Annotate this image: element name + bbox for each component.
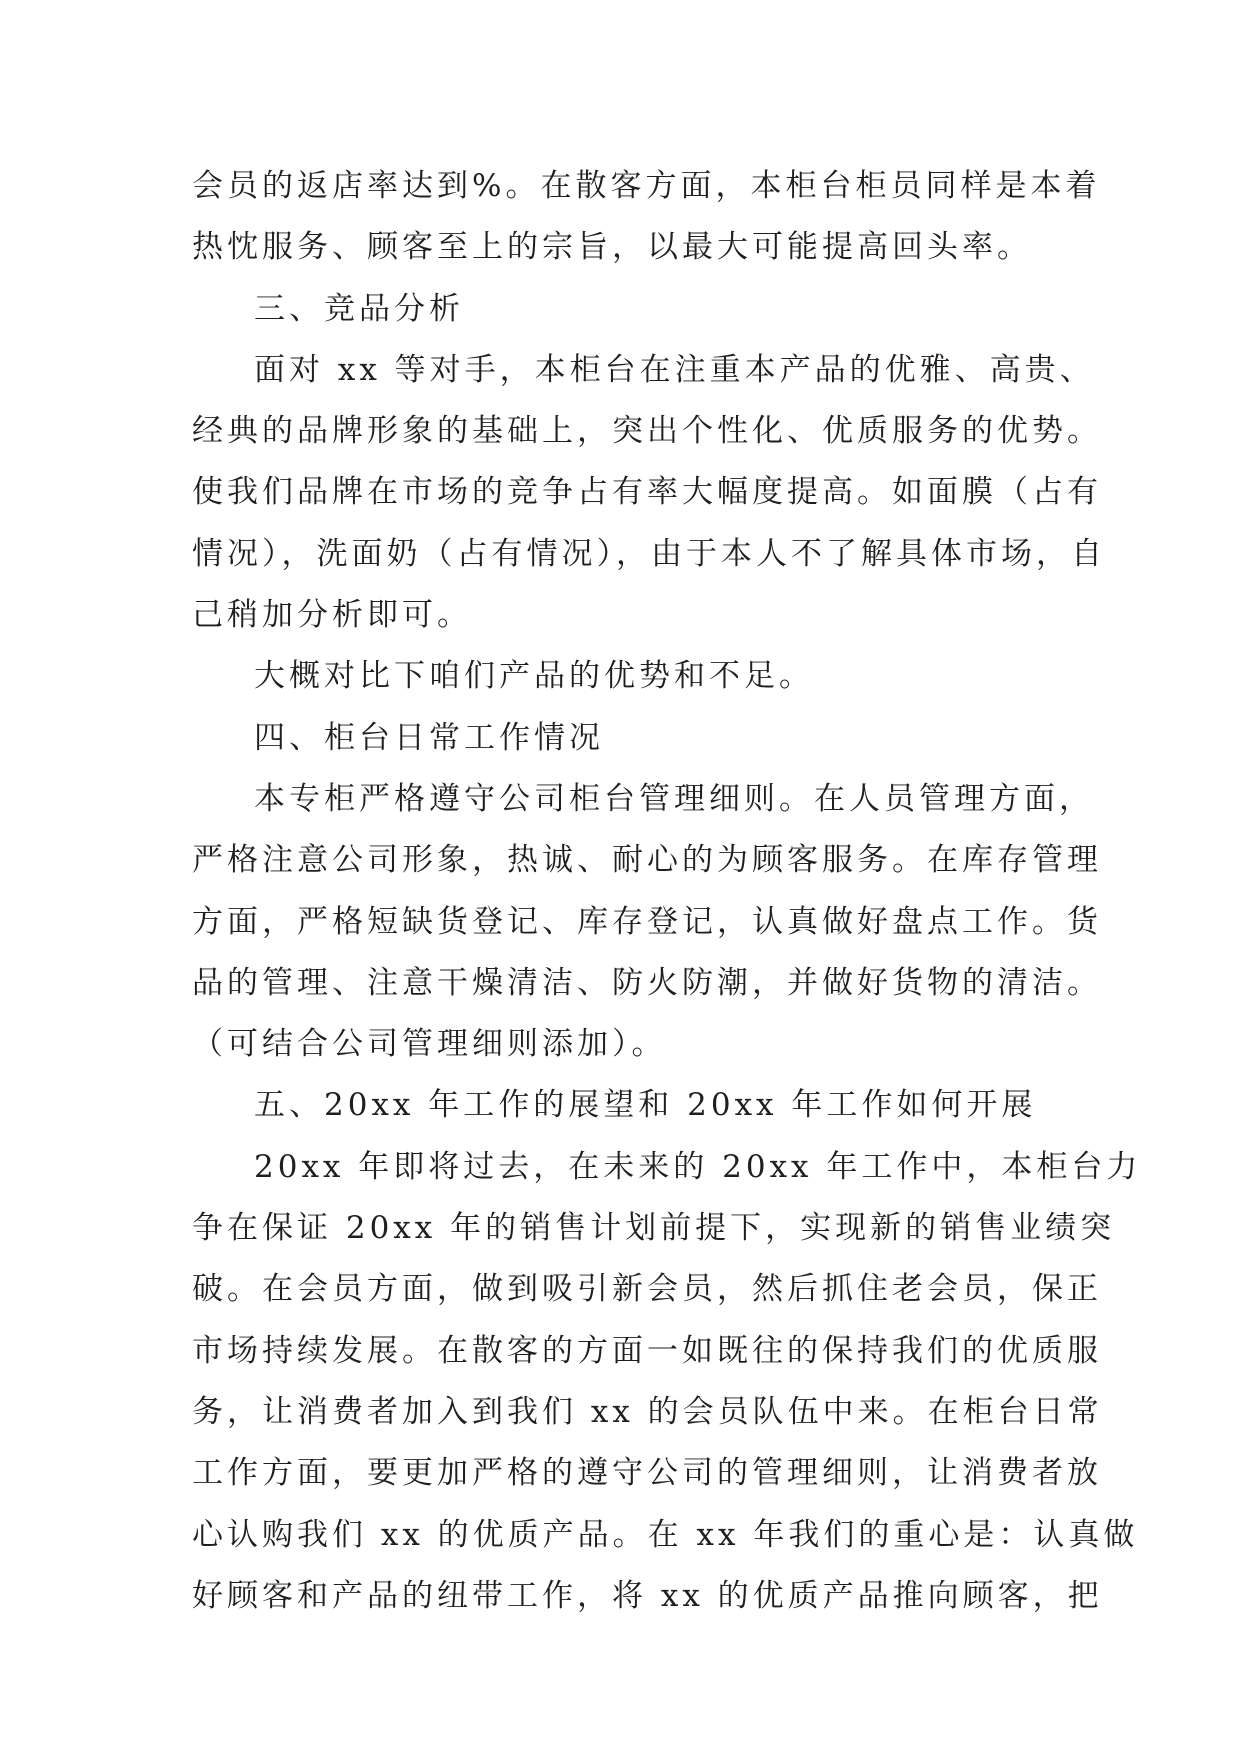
section-heading-3: 三、竞品分析 <box>254 290 464 327</box>
text-line-7: 情况），洗面奶（占有情况），由于本人不了解具体市场，自 <box>192 535 1106 572</box>
text-line-18: 争在保证 20xx 年的销售计划前提下，实现新的销售业绩突 <box>192 1210 1116 1247</box>
section-heading-4: 四、柜台日常工作情况 <box>254 719 604 756</box>
text-line-17: 20xx 年即将过去，在未来的 20xx 年工作中，本柜台力 <box>254 1148 1142 1185</box>
text-line-23: 心认购我们 xx 的优质产品。在 xx 年我们的重心是：认真做 <box>192 1516 1139 1553</box>
text-line-20: 市场持续发展。在散客的方面一如既往的保持我们的优质服 <box>192 1332 1102 1369</box>
text-line-2: 热忱服务、顾客至上的宗旨，以最大可能提高回头率。 <box>192 229 1032 266</box>
text-line-13: 方面，严格短缺货登记、库存登记，认真做好盘点工作。货 <box>192 903 1102 940</box>
document-body <box>192 156 1142 1627</box>
text-line-6: 使我们品牌在市场的竞争占有率大幅度提高。如面膜（占有 <box>192 474 1102 511</box>
section-heading-5: 五、20xx 年工作的展望和 20xx 年工作如何开展 <box>254 1087 1037 1124</box>
text-line-12: 严格注意公司形象，热诚、耐心的为顾客服务。在库存管理 <box>192 842 1102 879</box>
text-line-19: 破。在会员方面，做到吸引新会员，然后抓住老会员，保正 <box>192 1271 1102 1308</box>
text-line-4: 面对 xx 等对手，本柜台在注重本产品的优雅、高贵、 <box>254 351 1095 388</box>
text-line-24: 好顾客和产品的纽带工作，将 xx 的优质产品推向顾客，把 <box>192 1577 1103 1614</box>
text-line-11: 本专柜严格遵守公司柜台管理细则。在人员管理方面， <box>254 780 1094 817</box>
text-line-21: 务，让消费者加入到我们 xx 的会员队伍中来。在柜台日常 <box>192 1393 1103 1430</box>
text-line-1: 会员的返店率达到%。在散客方面，本柜台柜员同样是本着 <box>192 168 1101 204</box>
text-line-14: 品的管理、注意干燥清洁、防火防潮，并做好货物的清洁。 <box>192 964 1102 1001</box>
text-line-22: 工作方面，要更加严格的遵守公司的管理细则，让消费者放 <box>192 1455 1102 1492</box>
text-line-5: 经典的品牌形象的基础上，突出个性化、优质服务的优势。 <box>192 413 1102 450</box>
text-line-15: （可结合公司管理细则添加）。 <box>192 1026 667 1063</box>
text-line-8: 己稍加分析即可。 <box>192 597 472 634</box>
text-line-9: 大概对比下咱们产品的优势和不足。 <box>254 658 814 695</box>
